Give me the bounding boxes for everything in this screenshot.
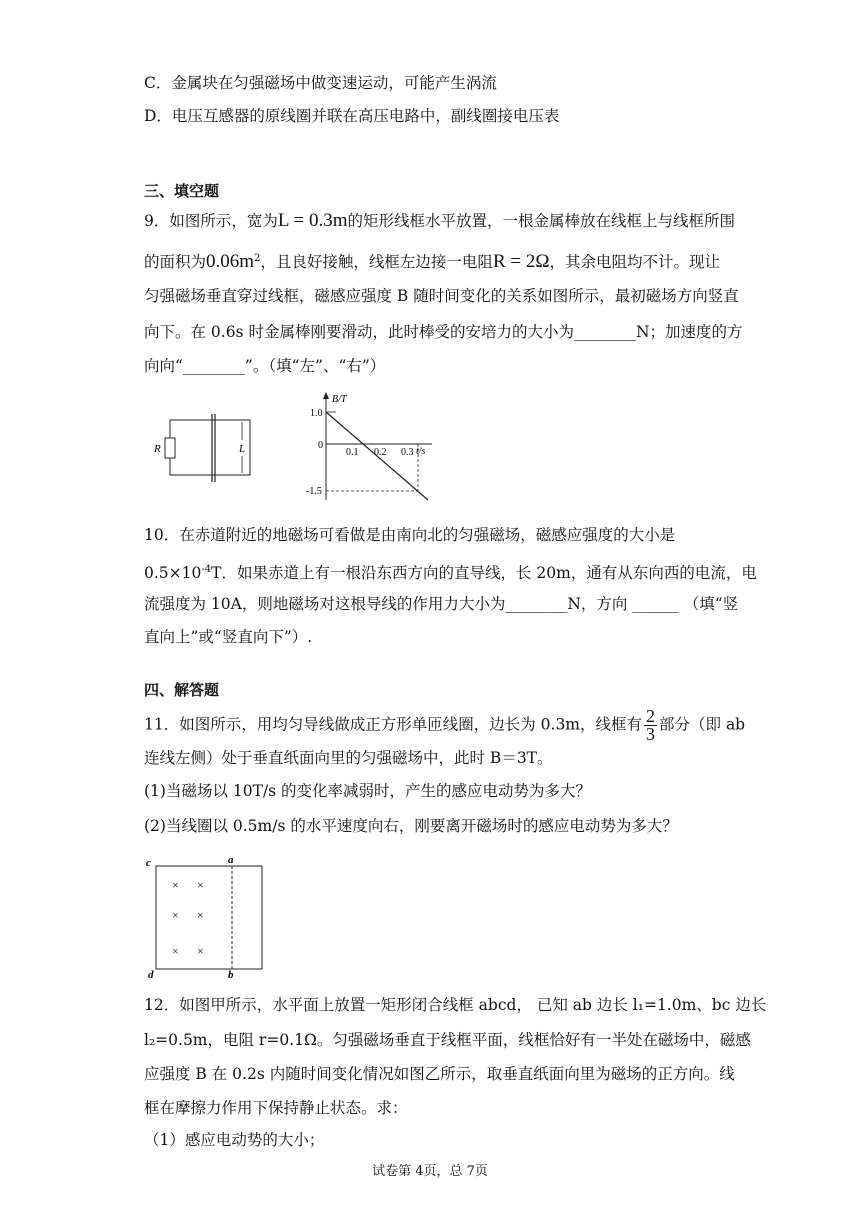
q9-circuit-figure [150, 410, 270, 485]
page-footer: 试卷第 4页，总 7页 [372, 1164, 488, 1179]
q9-line-4: 向下。在 0.6s 时金属棒刚要滑动，此时棒受的安培力的大小为________N；加速度的方 [144, 323, 743, 341]
circuit-frame [170, 420, 250, 475]
q12-subquestion-1: （1）感应电动势的大小； [144, 1131, 325, 1149]
field-cross: × [172, 944, 179, 958]
resistor-label: R [154, 443, 161, 455]
corner-b: b [228, 969, 234, 980]
q12-line-2: l₂=0.5m，电阻 r=0.1Ω。匀强磁场垂直于线框平面，线框恰好有一半处在磁场中，磁感 [144, 1031, 751, 1049]
field-cross: × [197, 908, 204, 922]
resistor-symbol [165, 438, 175, 458]
q9-width-formula: L = 0.3m [277, 210, 348, 231]
q12-line-4: 框在摩擦力作用下保持静止状态。求： [144, 1099, 408, 1117]
q10-line-2: $0.5\times 10^{-4}T$．如果赤道上有一根沿东西方向的直导线，长 20m，通有从东向西的电流，电 [144, 564, 757, 583]
width-label: L [239, 443, 246, 455]
q12-line-1: 12．如图甲所示，水平面上放置一矩形闭合线框 abcd， 已知 ab 边长 l₁=1.0m、bc 边长 [144, 996, 767, 1014]
q9-area-formula: 0.06m [206, 251, 255, 273]
q12-line-3: 应强度 B 在 0.2s 内随时间变化情况如图乙所示，取垂直纸面向里为磁场的正方向。线 [144, 1065, 735, 1083]
q11-coil-figure [142, 852, 272, 980]
x-tick-3: 0.3 [401, 447, 414, 458]
two-thirds-fraction: $\frac{2}{3}$ [646, 706, 656, 744]
q11-question-1: (1)当磁场以 10T/s 的变化率减弱时，产生的感应电动势为多大？ [144, 782, 592, 800]
section-heading-fill-blank: 三、填空题 [144, 182, 220, 200]
q11-question-2: (2)当线圈以 0.5m/s 的水平速度向右，刚要离开磁场时的感应电动势为多大？ [144, 817, 678, 835]
q10-line-4: 直向上”或“竖直向下”）. [144, 628, 313, 646]
field-cross: × [172, 908, 179, 922]
x-axis-label: t/s [416, 446, 426, 457]
q9-line-3: 匀强磁场垂直穿过线框，磁感应强度 B 随时间变化的关系如图所示，最初磁场方向竖直 [144, 287, 739, 305]
option-d: D．电压互感器的原线圈并联在高压电路中，副线圈接电压表 [144, 107, 560, 125]
y-tick-top: 1.0 [310, 408, 323, 419]
q11-line-2: 连线左侧）处于垂直纸面向里的匀强磁场中，此时 B＝3T。 [144, 749, 553, 767]
q9-line-5: 向向“________”。（填“左”、“右”） [144, 357, 386, 375]
field-cross: × [197, 944, 204, 958]
corner-a: a [228, 854, 234, 866]
q10-line-3: 流强度为 10A，则地磁场对这根导线的作用力大小为________N，方向 ______ （填“竖 [144, 595, 739, 613]
y-axis-label: B/T [332, 394, 347, 405]
section-heading-answer: 四、解答题 [144, 681, 220, 699]
q9-bt-graph [296, 388, 441, 503]
q10-line-1: 10．在赤道附近的地磁场可看做是由南向北的匀强磁场，磁感应强度的大小是 [144, 526, 676, 544]
q11-line-1: 11．如图所示，用均匀导线做成正方形单匝线圈，边长为 0.3m，线框有 $\frac{2}{3}$ 部分（即 ab [144, 706, 746, 744]
q9-line-2: 的面积为$0.06m^2$，且良好接触，线框左边接一电阻R = 2Ω，其余电阻均不计。现让 [144, 251, 720, 273]
y-tick-bottom: -1.5 [306, 486, 322, 497]
corner-d: d [148, 969, 154, 980]
x-tick-1: 0.1 [346, 447, 359, 458]
field-cross: × [172, 878, 179, 892]
origin-label: 0 [318, 440, 323, 451]
x-tick-2: 0.2 [374, 447, 387, 458]
q9-resistance-formula: R = 2Ω [492, 251, 550, 273]
corner-c: c [146, 857, 151, 869]
field-cross: × [197, 878, 204, 892]
q9-line-1: 9．如图所示，宽为L = 0.3m的矩形线框水平放置，一根金属棒放在线框上与线框所围 [144, 210, 736, 231]
option-c: C．金属块在匀强磁场中做变速运动，可能产生涡流 [144, 74, 497, 92]
